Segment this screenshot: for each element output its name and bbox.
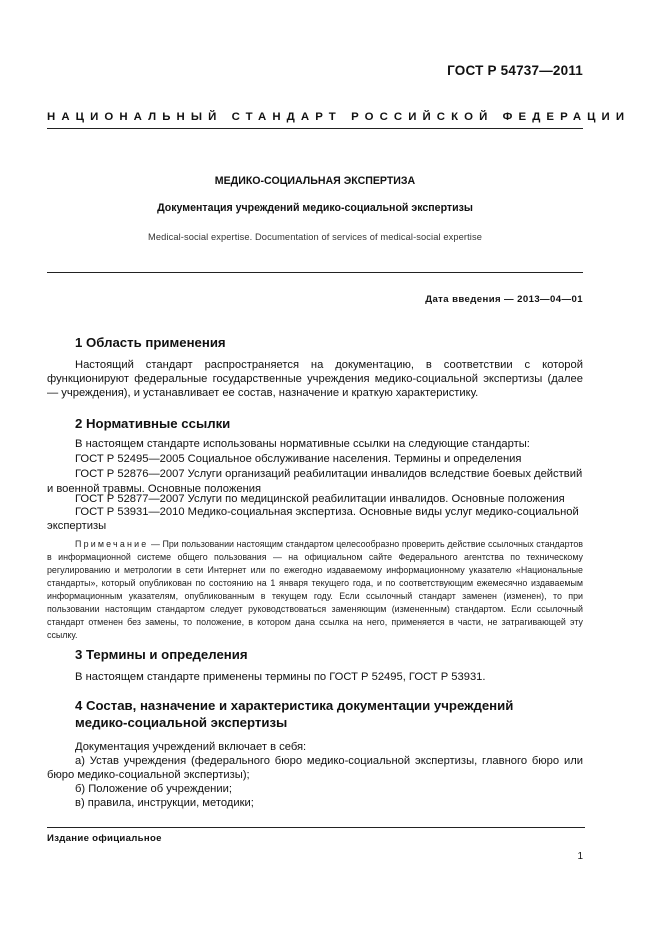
list-item-a-line-2: бюро медико-социальной экспертизы); <box>47 769 250 781</box>
list-item-a-line-1: а) Устав учреждения (федерального бюро медико-социальной экспертизы, главного бюро или <box>75 755 583 767</box>
header-rule <box>47 128 583 129</box>
title-rule <box>47 272 583 273</box>
section-4-heading-line-1: 4 Состав, назначение и характеристика документации учреждений <box>75 698 514 713</box>
section-3-heading: 3 Термины и определения <box>75 647 248 662</box>
list-item-b: б) Положение об учреждении; <box>75 783 232 795</box>
reference-3: ГОСТ Р 52877—2007 Услуги по медицинской реабилитации инвалидов. Основные положения <box>75 493 565 505</box>
reference-4-line-2: экспертизы <box>47 520 107 532</box>
reference-1: ГОСТ Р 52495—2005 Социальное обслуживание населения. Термины и определения <box>75 453 522 465</box>
section-2-intro: В настоящем стандарте использованы нормативные ссылки на следующие стандарты: <box>75 438 530 450</box>
footer-rule <box>47 827 585 828</box>
section-4-heading-line-2: медико-социальной экспертизы <box>75 715 288 730</box>
note-text: — При пользовании настоящим стандартом целесообразно проверить действие ссылочных стандартов в информационной системе общего пользования — на официальном сайте Федерального агентства по техническому регулированию и метрологии в сети Интернет или по ежегодно издаваемому информационному указателю «Национальные стандарты», который опубликован по состоянию на 1 января текущего года, и по соответствующим ежемесячно издаваемым информационным указателям, опубликованным в текущем году. Если ссылочный стандарт заменен (изменен), то при пользовании настоящим стандартом следует руководствоваться заменяющим (измененным) стандартом. Если ссылочный стандарт отменен без замены, то положение, в котором дана ссылка на него, применяется в части, не затрагивающей эту ссылку. <box>47 539 583 640</box>
note-block <box>47 538 583 642</box>
document-title: МЕДИКО-СОЦИАЛЬНАЯ ЭКСПЕРТИЗА <box>214 175 416 187</box>
reference-2-line-2: и военной травмы. Основные положения <box>47 483 262 495</box>
reference-4-line-1: ГОСТ Р 53931—2010 Медико-социальная экспертиза. Основные виды услуг медико-социальной <box>75 506 579 518</box>
document-subtitle: Документация учреждений медико-социальной экспертизы <box>157 202 473 214</box>
page-number: 1 <box>577 851 583 862</box>
section-1-heading: 1 Область применения <box>75 335 226 350</box>
section-2-heading: 2 Нормативные ссылки <box>75 416 231 431</box>
standard-title: НАЦИОНАЛЬНЫЙ СТАНДАРТ РОССИЙСКОЙ ФЕДЕРАЦИИ <box>47 111 631 123</box>
note-label: Примечание <box>75 539 149 549</box>
section-4-intro: Документация учреждений включает в себя: <box>75 741 307 753</box>
list-item-c: в) правила, инструкции, методики; <box>75 797 254 809</box>
section-1-body: Настоящий стандарт распространяется на документацию, в соответствии с которой функционируют федеральные государственные учреждения медико-социальной экспертизы (далее — учреждения), и устанавливает ее состав, назначение и краткую характеристику. <box>47 359 583 399</box>
section-3-body: В настоящем стандарте применены термины по ГОСТ Р 52495, ГОСТ Р 53931. <box>75 671 486 683</box>
introduction-date: Дата введения — 2013—04—01 <box>425 294 583 305</box>
reference-2-line-1: ГОСТ Р 52876—2007 Услуги организаций реабилитации инвалидов вследствие боевых действий <box>75 468 583 480</box>
english-title: Medical-social expertise. Documentation of services of medical-social expertise <box>148 232 482 242</box>
gost-code: ГОСТ Р 54737—2011 <box>447 63 583 78</box>
edition-label: Издание официальное <box>47 833 162 844</box>
